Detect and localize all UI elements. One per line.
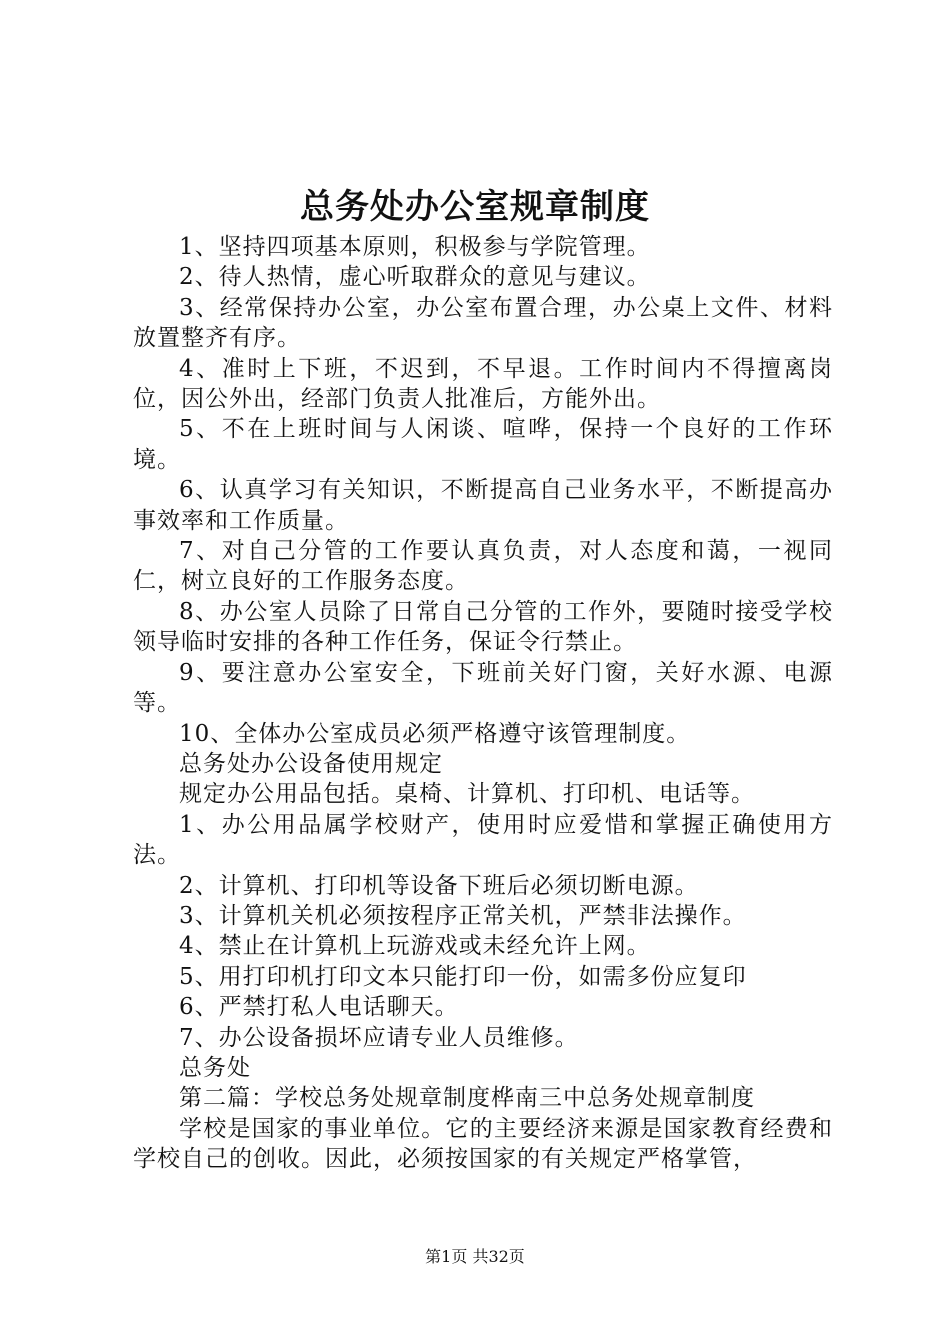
paragraph: 7、对自己分管的工作要认真负责，对人态度和蔼，一视同仁，树立良好的工作服务态度。	[133, 538, 833, 595]
paragraph: 8、办公室人员除了日常自己分管的工作外，要随时接受学校领导临时安排的各种工作任务，保证令行禁止。	[133, 598, 833, 656]
paragraph: 3、计算机关机必须按程序正常关机，严禁非法操作。	[179, 902, 747, 929]
page-footer: 第1页 共32页	[425, 1247, 525, 1266]
paragraph: 6、认真学习有关知识，不断提高自己业务水平，不断提高办事效率和工作质量。	[133, 477, 833, 534]
paragraph: 5、不在上班时间与人闲谈、喧哗，保持一个良好的工作环境。	[133, 416, 833, 473]
paragraph: 规定办公用品包括。桌椅、计算机、打印机、电话等。	[179, 781, 755, 808]
document-title: 总务处办公室规章制度	[300, 187, 650, 227]
section-heading: 第二篇：学校总务处规章制度桦南三中总务处规章制度	[179, 1085, 755, 1112]
paragraph: 3、经常保持办公室，办公室布置合理，办公桌上文件、材料放置整齐有序。	[133, 294, 833, 352]
paragraph: 9、要注意办公室安全，下班前关好门窗，关好水源、电源等。	[133, 659, 833, 717]
paragraph: 6、严禁打私人电话聊天。	[179, 994, 459, 1021]
paragraph: 1、坚持四项基本原则，积极参与学院管理。	[179, 234, 651, 260]
paragraph: 2、待人热情，虚心听取群众的意见与建议。	[179, 264, 651, 291]
paragraph: 7、办公设备损坏应请专业人员维修。	[179, 1024, 579, 1051]
paragraph: 学校是国家的事业单位。它的主要经济来源是国家教育经费和学校自己的创收。因此，必须按国家的有关规定严格掌管，	[133, 1115, 833, 1173]
paragraph: 5、用打印机打印文本只能打印一份，如需多份应复印	[179, 963, 747, 990]
paragraph: 10、全体办公室成员必须严格遵守该管理制度。	[179, 720, 691, 747]
paragraph: 2、计算机、打印机等设备下班后必须切断电源。	[179, 872, 699, 899]
paragraph: 4、禁止在计算机上玩游戏或未经允许上网。	[179, 933, 651, 960]
paragraph: 1、办公用品属学校财产，使用时应爱惜和掌握正确使用方法。	[133, 811, 833, 869]
section-heading: 总务处办公设备使用规定	[179, 750, 443, 777]
paragraph: 4、准时上下班，不迟到，不早退。工作时间内不得擅离岗位，因公外出，经部门负责人批准后，方能外出。	[133, 355, 833, 413]
document-body	[133, 232, 833, 1175]
signature-line: 总务处	[179, 1054, 251, 1081]
